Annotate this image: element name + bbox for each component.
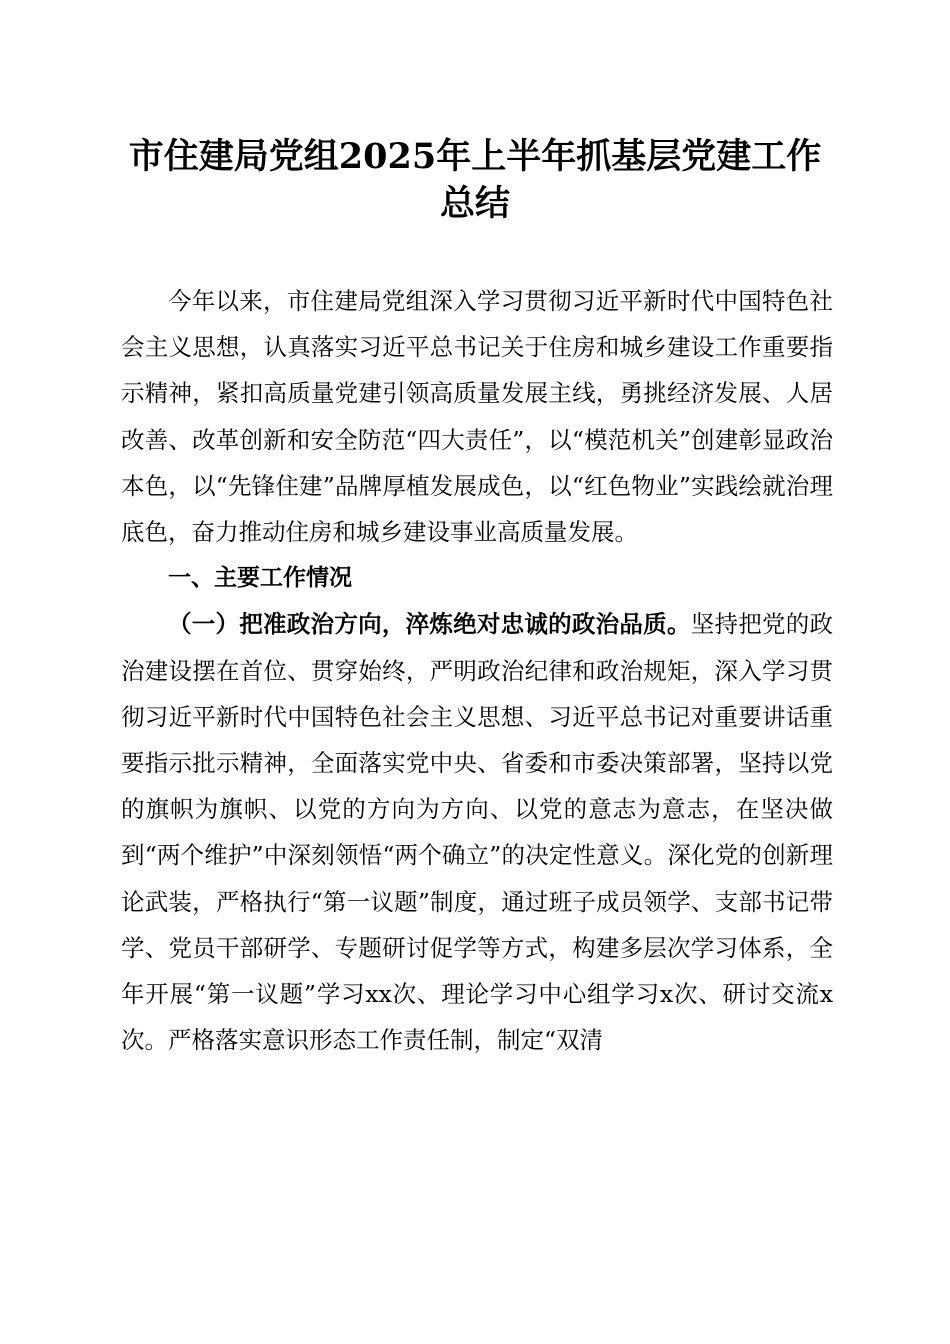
section-heading: 一、主要工作情况: [168, 565, 352, 592]
intro-paragraph: 今年以来，市住建局党组深入学习贯彻习近平新时代中国特色社会主义思想，认真落实习近平总书记关于住房和城乡建设工作重要指示精神，紧扣高质量党建引领高质量发展主线，勇挑经济发展、人居改善、改革创新和安全防范“四大责任”，以“模范机关”创建彰显政治本色，以“先锋住建”品牌厚植发展成色，以“红色物业”实践绘就治理底色，奋力推动住房和城乡建设事业高质量发展。: [121, 287, 833, 547]
item-1-body: 坚持把党的政治建设摆在首位、贯穿始终，严明政治纪律和政治规矩，深入学习贯彻习近平新时代中国特色社会主义思想、习近平总书记对重要讲话重要指示批示精神，全面落实党中央、省委和市委决策部署，坚持以党的旗帜为旗帜、以党的方向为方向、以党的意志为意志，在坚决做到“两个维护”中深刻领悟“两个确立”的决定性意义。深化党的创新理论武装，严格执行“第一议题”制度，通过班子成员领学、支部书记带学、党员干部研学、专题研讨促学等方式，构建多层次学习体系，全年开展“第一议题”学习xx次、理论学习中心组学习x次、研讨交流x次。严格落实意识形态工作责任制，制定“双清: [121, 610, 833, 1055]
document-body: [121, 278, 833, 1063]
document-title: [120, 133, 830, 227]
title-line-1: 市住建局党组2025年上半年抓基层党建工作: [128, 136, 822, 177]
item-1-lead: （一）把准政治方向，淬炼绝对忠诚的政治品质。: [168, 610, 691, 639]
item-1-paragraph: [121, 601, 833, 1063]
title-line-2: 总结: [439, 183, 510, 224]
